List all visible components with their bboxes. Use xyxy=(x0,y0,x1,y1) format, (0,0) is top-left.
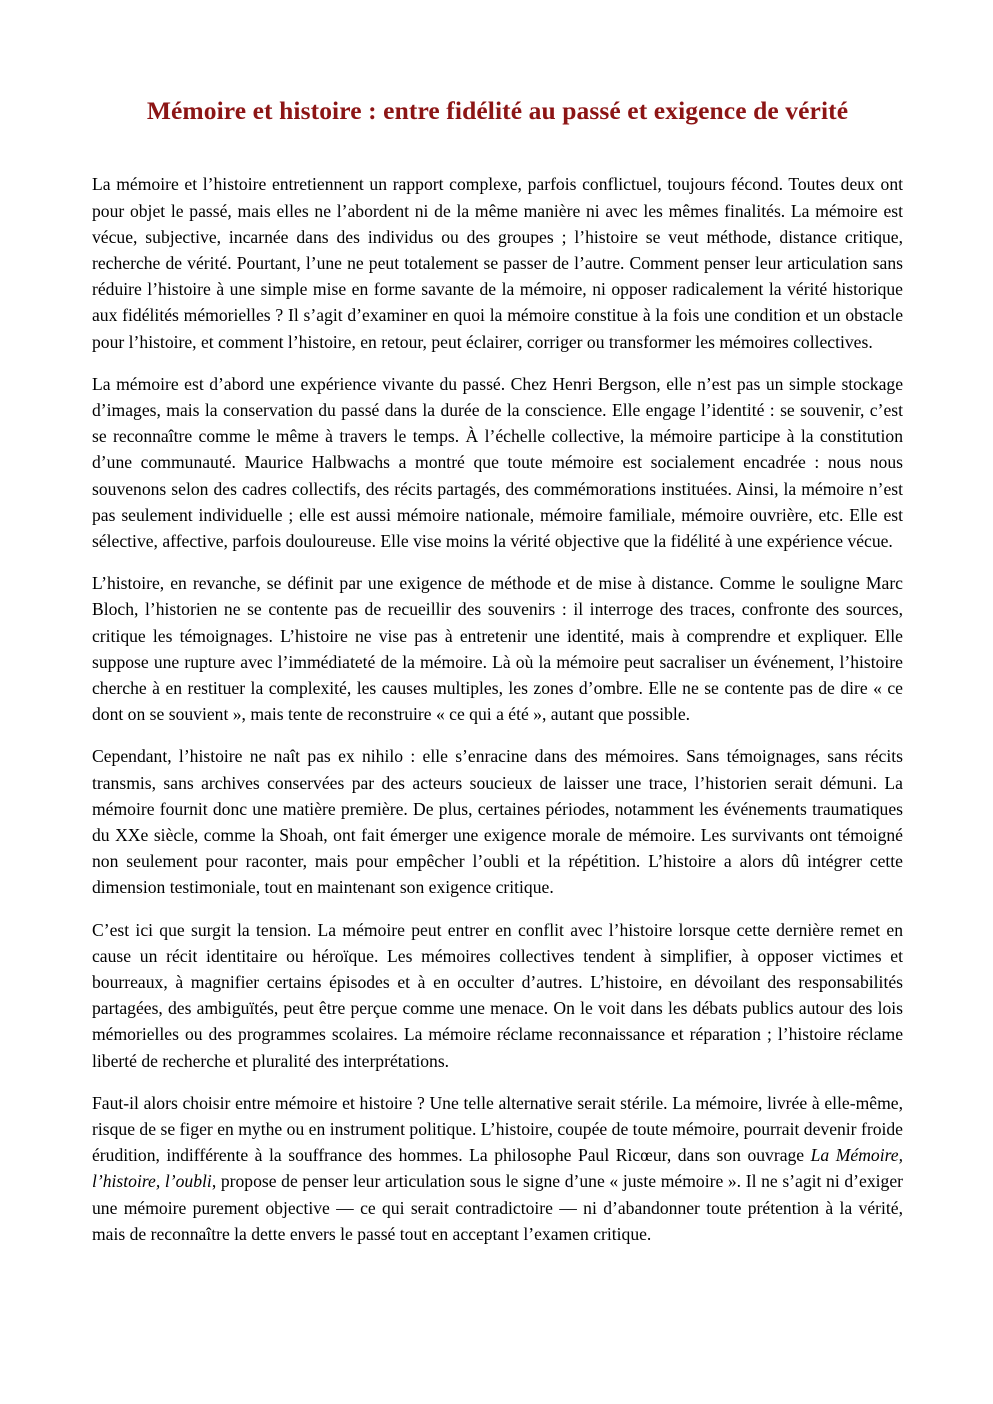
paragraph-6 xyxy=(92,1090,903,1247)
paragraph-3: L’histoire, en revanche, se définit par une exigence de méthode et de mise à distance. Comme le souligne Marc Bloch, l’historien ne se contente pas de recueillir des souvenirs : il interroge des traces, confronte des sources, critique les témoignages. L’histoire ne vise pas à entretenir une identité, mais à comprendre et expliquer. Elle suppose une rupture avec l’immédiateté de la mémoire. Là où la mémoire peut sacraliser un événement, l’histoire cherche à en restituer la complexité, les causes multiples, les zones d’ombre. Elle ne se contente pas de dire « ce dont on se souvient », mais tente de reconstruire « ce qui a été », autant que possible. xyxy=(92,573,903,725)
paragraph-6-lead: Faut-il alors choisir entre mémoire et histoire ? Une telle alternative serait stérile. La mémoire, livrée à elle-même, risque de se figer en mythe ou en instrument politique. L’histoire, coupée de toute mémoire, pourrait devenir froide érudition, indifférente à la souffrance des hommes. La philosophe Paul Ricœur, dans son ouvrage xyxy=(92,1092,903,1166)
paragraph-1: La mémoire et l’histoire entretiennent un rapport complexe, parfois conflictuel, toujours fécond. Toutes deux ont pour objet le passé, mais elles ne l’abordent ni de la même manière ni avec les mêmes finalités. La mémoire est vécue, subjective, incarnée dans des individus ou des groupes ; l’histoire se veut méthode, distance critique, recherche de vérité. Pourtant, l’une ne peut totalement se passer de l’autre. Comment penser leur articulation sans réduire l’histoire à une simple mise en forme savante de la mémoire, ni opposer radicalement la vérité historique aux fidélités mémorielles ? Il s’agit d’examiner en quoi la mémoire constitue à la fois une condition et un obstacle pour l’histoire, et comment l’histoire, en retour, peut éclairer, corriger ou transformer les mémoires collectives. xyxy=(92,174,903,352)
document-content xyxy=(92,0,903,1247)
paragraph-2: La mémoire est d’abord une expérience vivante du passé. Chez Henri Bergson, elle n’est pas un simple stockage d’images, mais la conservation du passé dans la durée de la conscience. Elle engage l’identité : se souvenir, c’est se reconnaître comme le même à travers le temps. À l’échelle collective, la mémoire participe à la constitution d’une communauté. Maurice Halbwachs a montré que toute mémoire est socialement encadrée : nous nous souvenons selon des cadres collectifs, des récits partagés, des commémorations instituées. Ainsi, la mémoire n’est pas seulement individuelle ; elle est aussi mémoire nationale, mémoire familiale, mémoire ouvrière, etc. Elle est sélective, affective, parfois douloureuse. Elle vise moins la vérité objective que la fidélité à une expérience vécue. xyxy=(92,373,903,551)
document-body xyxy=(92,125,903,1247)
paragraph-5: C’est ici que surgit la tension. La mémoire peut entrer en conflit avec l’histoire lorsque cette dernière remet en cause un récit identitaire ou héroïque. Les mémoires collectives tendent à simplifier, à opposer victimes et bourreaux, à magnifier certains épisodes et à en occulter d’autres. L’histoire, en dévoilant des responsabilités partagées, des ambiguïtés, peut être perçue comme une menace. On le voit dans les débats publics autour des lois mémorielles ou des programmes scolaires. La mémoire réclame reconnaissance et réparation ; l’histoire réclame liberté de recherche et pluralité des interprétations. xyxy=(92,919,903,1071)
paragraph-6-tail: , propose de penser leur articulation sous le signe d’une « juste mémoire ». Il ne s’agit ni d’exiger une mémoire purement objective — ce qui serait contradictoire — ni d’abandonner toute prétention à la vérité, mais de reconnaître la dette envers le passé tout en acceptant l’examen critique. xyxy=(92,1171,903,1244)
page-title: Mémoire et histoire : entre fidélité au passé et exigence de vérité xyxy=(146,96,849,125)
paragraph-4: Cependant, l’histoire ne naît pas ex nihilo : elle s’enracine dans des mémoires. Sans témoignages, sans récits transmis, sans archives conservées par des acteurs soucieux de laisser une trace, l’historien serait démuni. La mémoire fournit donc une matière première. De plus, certaines périodes, notamment les événements traumatiques du XXe siècle, comme la Shoah, ont fait émerger une exigence morale de mémoire. Les survivants ont témoigné non seulement pour raconter, mais pour empêcher l’oubli et la répétition. L’histoire a alors dû intégrer cette dimension testimoniale, tout en maintenant son exigence critique. xyxy=(92,746,903,898)
cited-work-title: La Mémoire, l’histoire, l’oubli xyxy=(92,1145,903,1192)
